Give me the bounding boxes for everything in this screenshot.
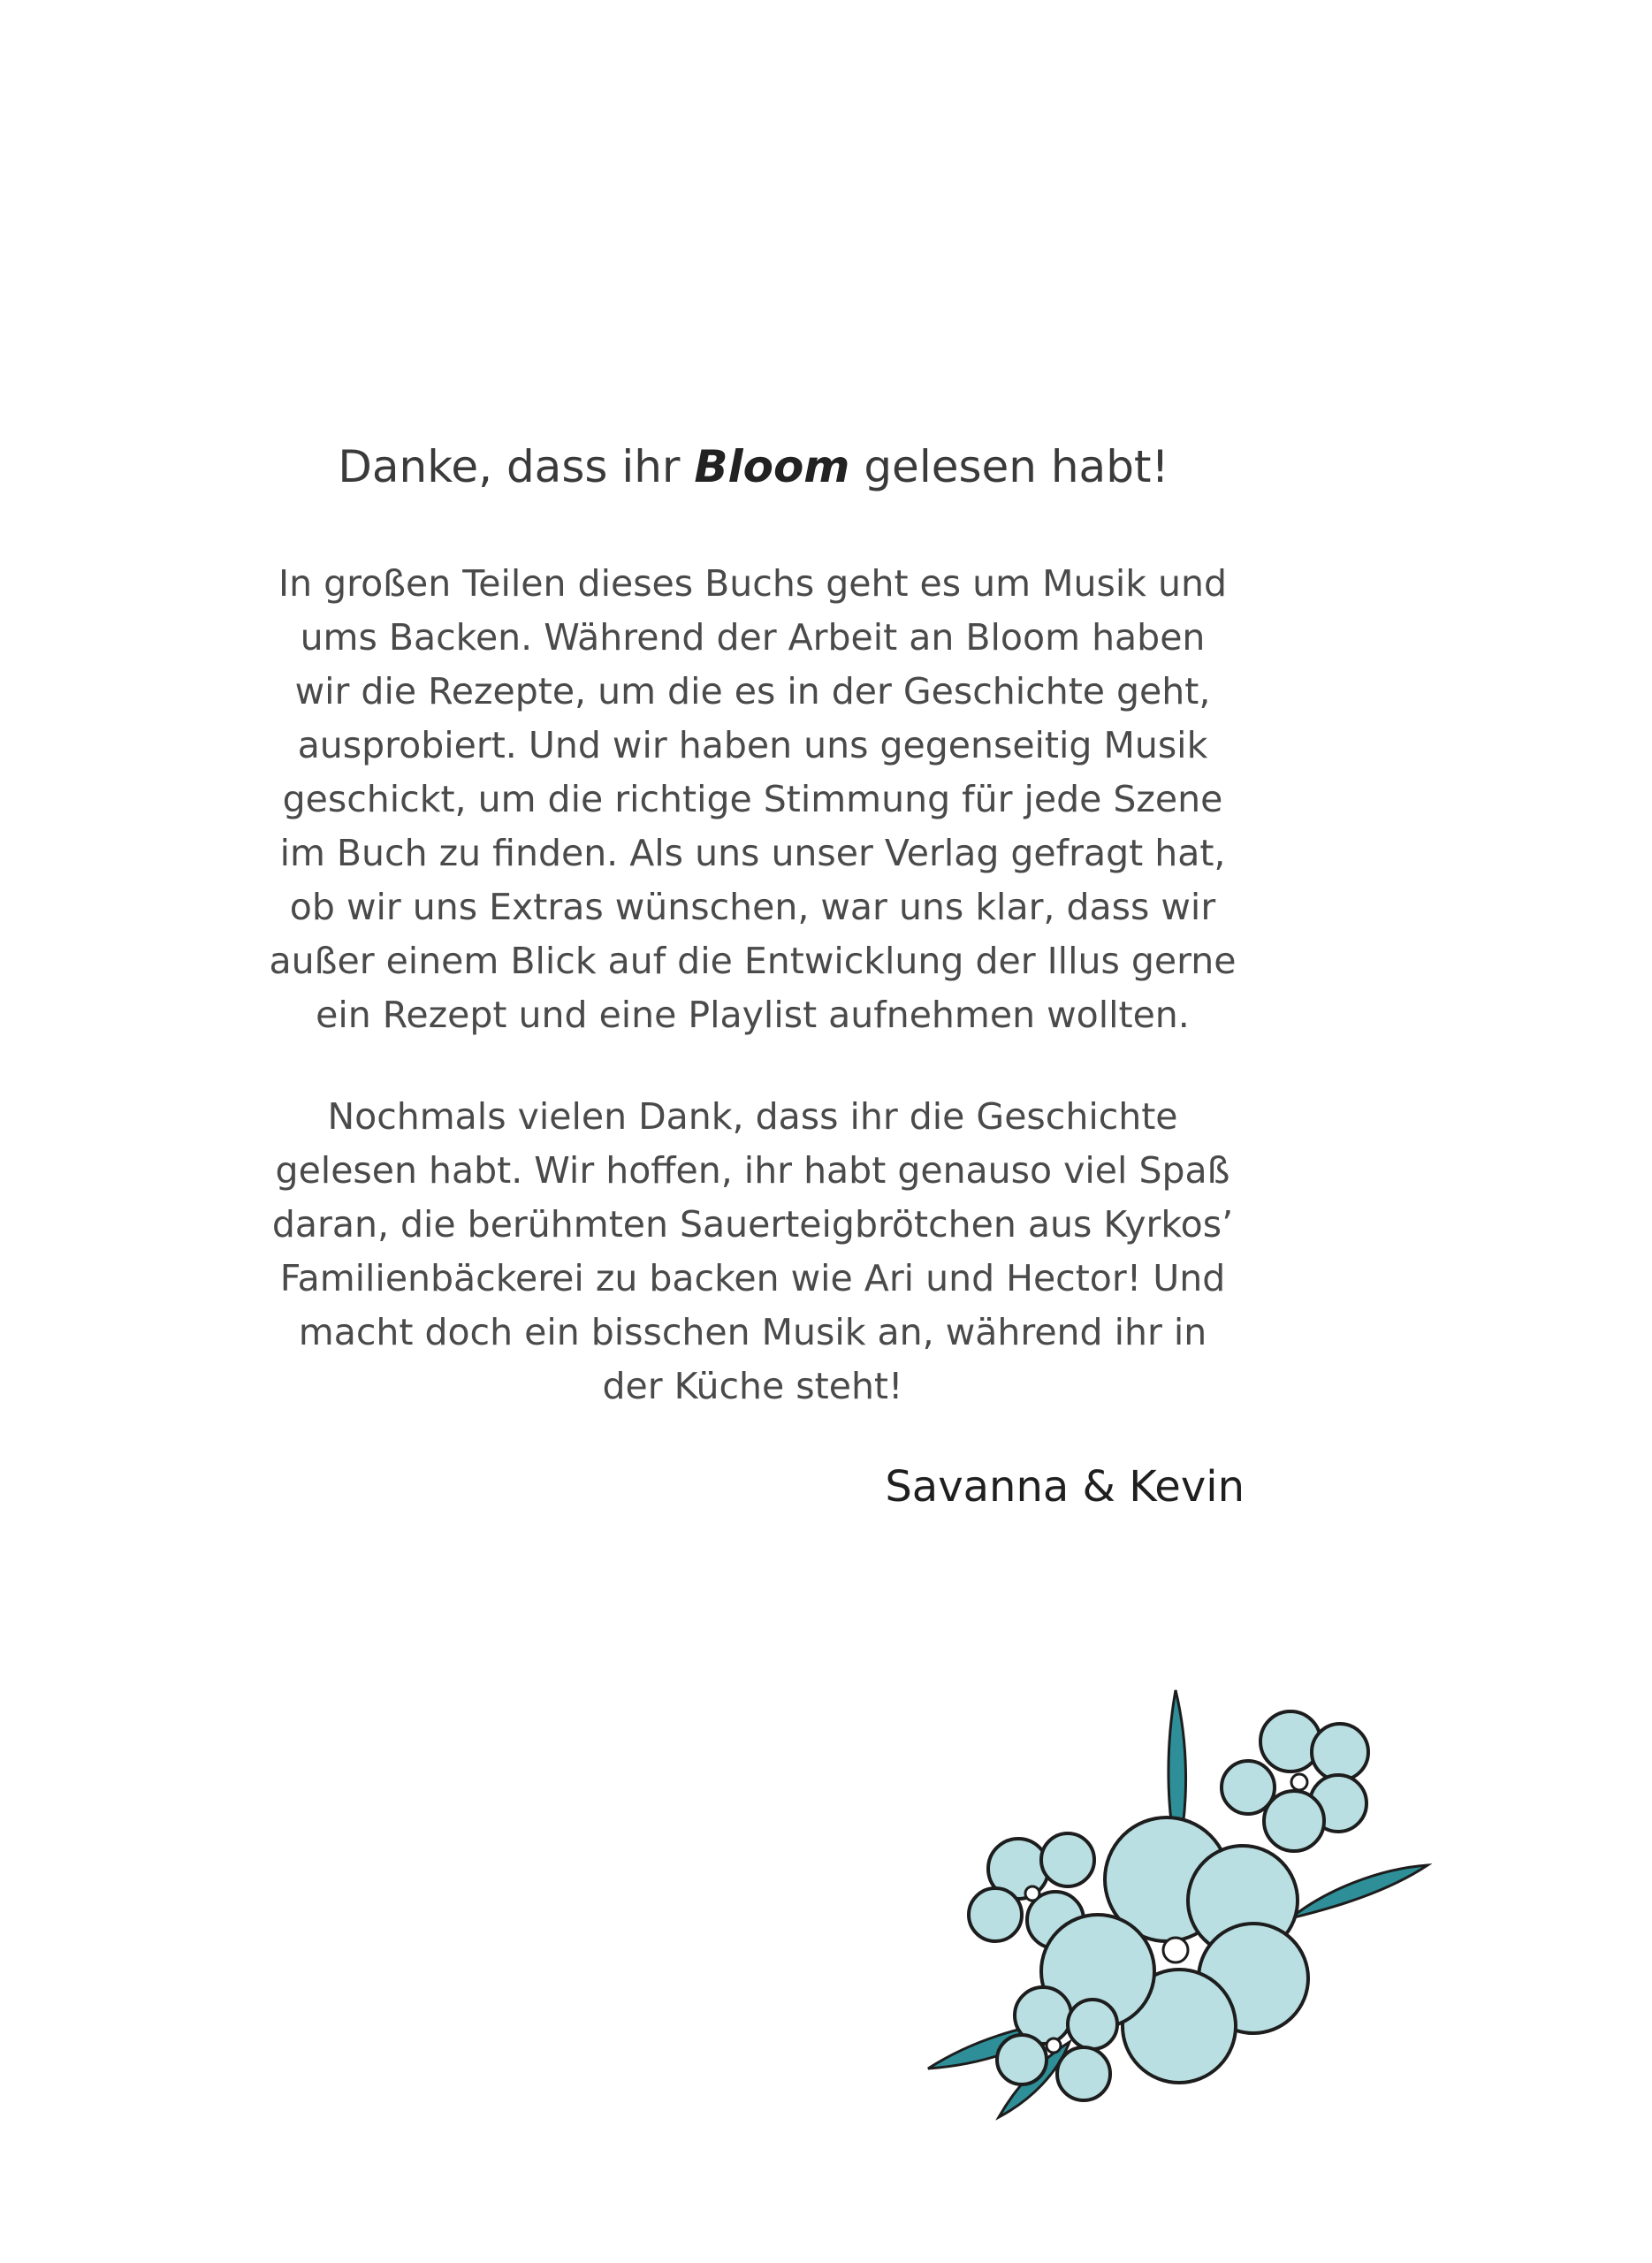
- text-line: In großen Teilen dieses Buchs geht es um Musik und: [278, 562, 1228, 605]
- text-line: daran, die berühmten Sauerteigbrötchen aus Kyrkos’: [271, 1203, 1234, 1246]
- text-line: wir die Rezepte, um die es in der Geschichte geht,: [294, 670, 1211, 712]
- title-lead: Danke, dass ihr: [338, 441, 695, 492]
- text-line: Nochmals vielen Dank, dass ihr die Geschichte: [327, 1095, 1178, 1138]
- leaf-icon: [1290, 1865, 1427, 1918]
- text-line: im Buch zu finden. Als uns unser Verlag gefragt hat,: [279, 832, 1226, 874]
- text-line: Familienbäckerei zu backen wie Ari und Hector! Und: [279, 1257, 1226, 1299]
- paragraph-intro: [251, 557, 1254, 1042]
- flower-top-icon: [1222, 1711, 1368, 1851]
- text-line: außer einem Blick auf die Entwicklung der Illus gerne: [269, 940, 1237, 982]
- text-line: ob wir uns Extras wünschen, war uns klar, dass wir: [289, 886, 1216, 928]
- text-line: gelesen habt. Wir hoffen, ihr habt genauso viel Spaß: [275, 1149, 1230, 1192]
- text-line: ausprobiert. Und wir haben uns gegenseitig Musik: [297, 724, 1208, 766]
- text-line: geschickt, um die richtige Stimmung für jede Szene: [282, 778, 1223, 820]
- page-title: [0, 438, 1507, 495]
- title-tail: gelesen habt!: [849, 441, 1169, 492]
- flower-bottom-icon: [997, 1987, 1117, 2100]
- paragraph-thanks: [251, 1090, 1254, 1413]
- text-line: der Küche steht!: [602, 1365, 903, 1407]
- text-line: ums Backen. Während der Arbeit an Bloom haben: [300, 616, 1206, 659]
- text-line: macht doch ein bisschen Musik an, während ihr in: [298, 1311, 1207, 1353]
- flower-bouquet-icon: [910, 1680, 1458, 2139]
- text-line: ein Rezept und eine Playlist aufnehmen wollten.: [316, 994, 1190, 1036]
- signature: Savanna & Kevin: [885, 1462, 1245, 1512]
- book-title: Bloom: [694, 441, 850, 492]
